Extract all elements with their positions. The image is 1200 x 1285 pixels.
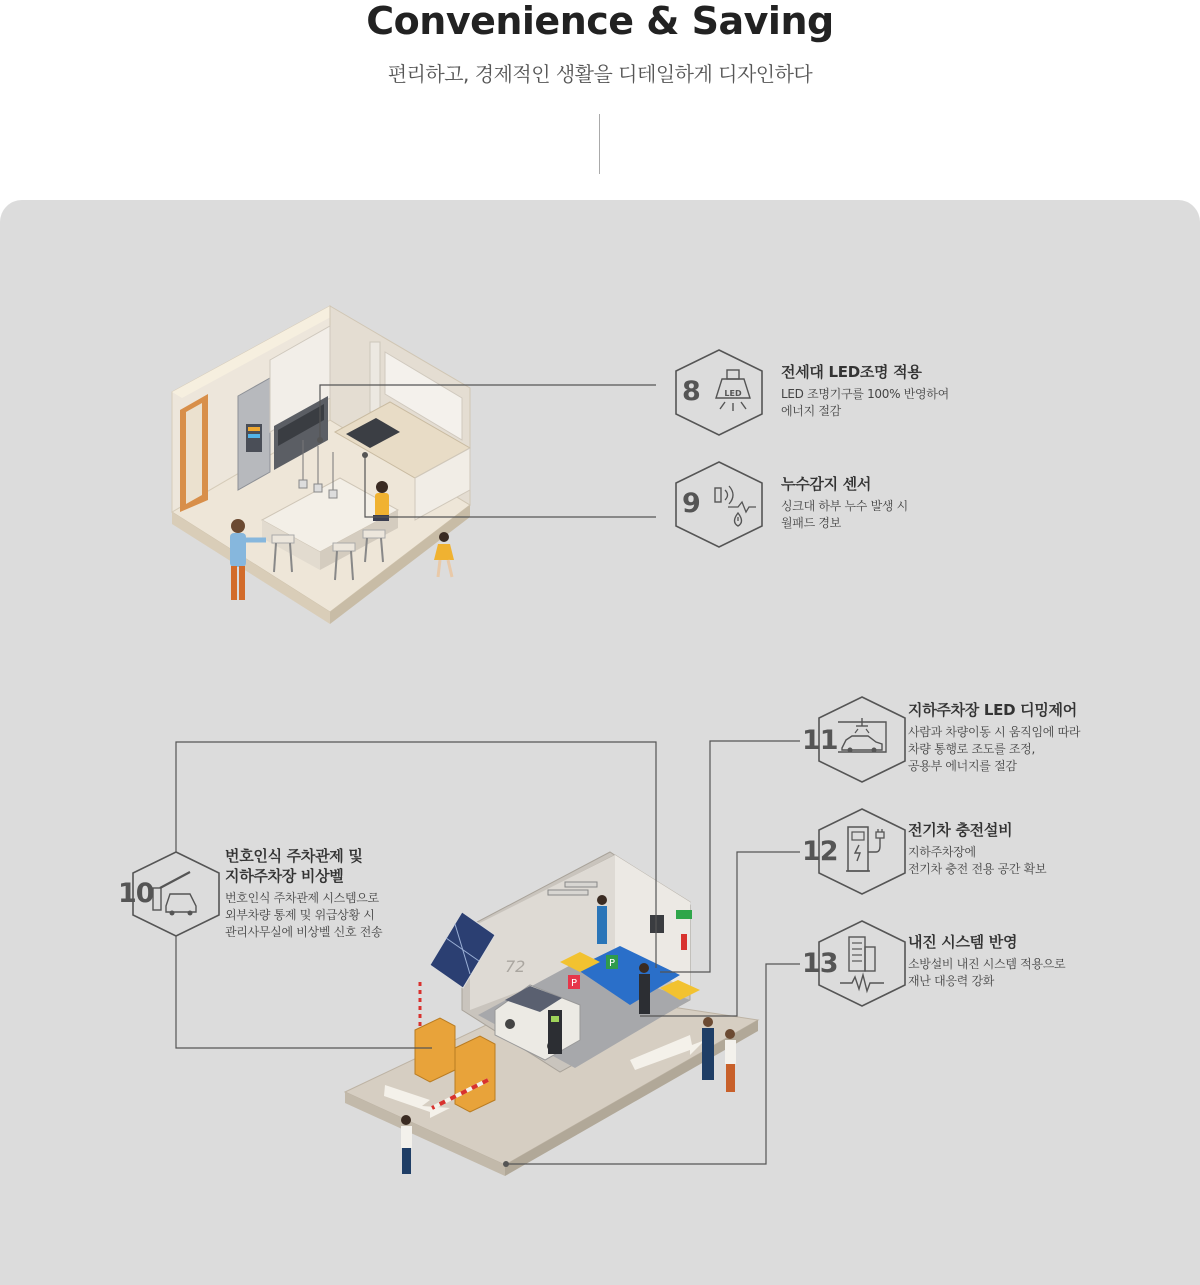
feature-item-leak-sensor xyxy=(781,474,908,532)
feature-item-led-lighting xyxy=(781,362,949,420)
parking-sign-red: P xyxy=(570,978,578,989)
feature-number-11: 11 xyxy=(802,725,838,756)
feature-description: 사람과 차량이동 시 움직임에 따라 차량 통행로 조도를 조정, 공용부 에너지를 절감 xyxy=(908,725,1081,773)
isometric-parking-illustration xyxy=(345,852,758,1176)
feature-title: 전세대 LED조명 적용 xyxy=(781,363,922,381)
feature-title: 누수감지 센서 xyxy=(781,475,872,493)
feature-description: 번호인식 주차관제 시스템으로 외부차량 통제 및 위급상황 시 관리사무실에 비상벨 신호 전송 xyxy=(225,891,383,939)
feature-number-13: 13 xyxy=(802,948,838,979)
feature-description: 지하주차장에 전기차 충전 전용 공간 확보 xyxy=(908,845,1047,876)
feature-description: 소방설비 내진 시스템 적용으로 재난 대응력 강화 xyxy=(908,957,1066,988)
page-title: Convenience & Saving xyxy=(366,0,834,43)
feature-item-ev-charging xyxy=(908,820,1046,878)
feature-number-12: 12 xyxy=(802,836,838,867)
isometric-kitchen-illustration xyxy=(172,306,470,624)
feature-title: 전기차 충전설비 xyxy=(908,821,1013,839)
feature-number-8: 8 xyxy=(682,376,700,407)
page-subtitle: 편리하고, 경제적인 생활을 디테일하게 디자인하다 xyxy=(387,62,813,86)
feature-item-parking-control xyxy=(225,846,382,941)
feature-description: LED 조명기구를 100% 반영하여 에너지 절감 xyxy=(781,387,949,418)
feature-title: 지하주차장 LED 디밍제어 xyxy=(908,701,1077,719)
feature-number-10: 10 xyxy=(118,878,154,909)
feature-title: 번호인식 주차관제 및 지하주차장 비상벨 xyxy=(225,847,363,885)
parking-slot-number: 72 xyxy=(505,957,526,976)
parking-sign-green: P xyxy=(608,958,616,969)
feature-item-led-dimming xyxy=(908,700,1080,775)
feature-description: 싱크대 하부 누수 발생 시 월패드 경보 xyxy=(781,499,908,530)
led-icon-label: LED xyxy=(724,389,742,398)
feature-number-9: 9 xyxy=(682,488,700,519)
feature-item-seismic-system xyxy=(908,932,1065,990)
feature-title: 내진 시스템 반영 xyxy=(908,933,1018,951)
leader-line-10-bottom xyxy=(176,936,432,1048)
